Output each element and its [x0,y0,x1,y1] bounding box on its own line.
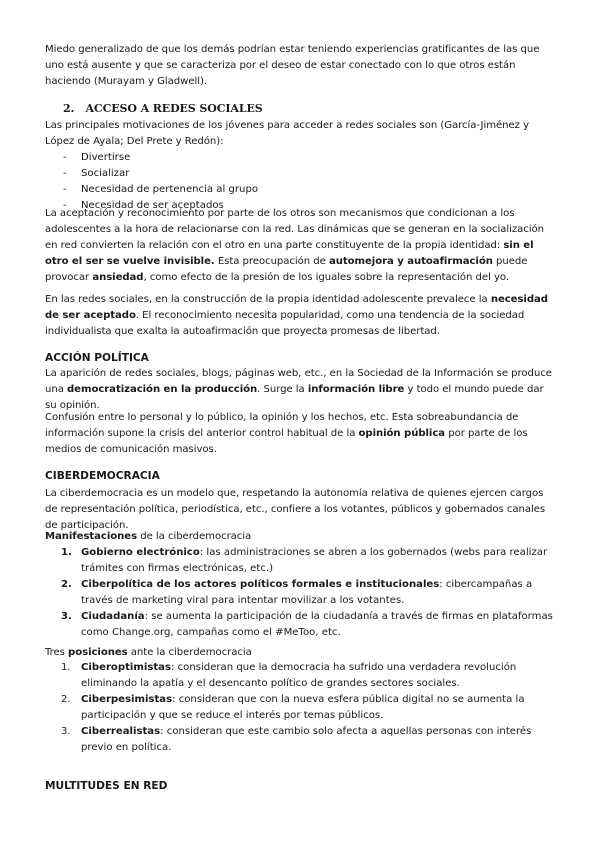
accion-paragraph-1: La aparición de redes sociales, blogs, páginas web, etc., en la Sociedad de la Información se produce una democratización en la producción. Surge la información libre y todo el mundo puede dar su opinión. [45,368,552,411]
list-item: - Necesidad de ser aceptados [45,198,258,214]
motivations-list [45,150,258,214]
posiciones-label: Tres posiciones ante la ciberdemocracia [45,647,252,658]
accion-paragraph-2: Confusión entre lo personal y lo público, la opinión y los hechos, etc. Esta sobreabundancia de información supone la crisis del anterior control habitual de la opinión pública por parte de los medios de comunicación masivos. [45,412,528,455]
section-lead: Las principales motivaciones de los jóvenes para acceder a redes sociales son (García-Jiménez y López de Ayala; Del Prete y Redón): [45,120,530,147]
intro-paragraph: Miedo generalizado de que los demás podrían estar teniendo experiencias gratificantes de las que uno está ausente y que se caracteriza por el deseo de estar conectado con lo que otros están haciendo (Murayam y Gladwell). [45,44,540,87]
identity-paragraph: En las redes sociales, en la construcción de la propia identidad adolescente prevalece la necesidad de ser aceptado. El reconocimiento necesita popularidad, como una tendencia de la sociedad individualista que exalta la autoafirmación que proyecta promesas de libertad. [45,294,548,337]
list-item: 3. Ciberrealistas: consideran que este cambio solo afecta a aquellas personas con interés previo en política. [61,725,532,753]
manifestaciones-list [45,545,555,640]
list-item: 3. Ciudadanía: se aumenta la participación de la ciudadanía a través de firmas en plataformas como Change.org, campañas como el #MeToo, etc. [61,610,553,638]
list-item: 2. Ciberpesimistas: consideran que con la nueva esfera pública digital no se aumenta la participación y que se reduce el interés por temas públicos. [61,693,525,721]
posiciones-list [45,660,555,755]
ciber-paragraph: La ciberdemocracia es un modelo que, respetando la autonomía relativa de quienes ejercen cargos de representación política, periodística, etc., confiere a los votantes, públicos y gobernados canales de participación. [45,488,546,531]
heading-accion-politica: ACCIÓN POLÍTICA [45,352,149,364]
list-item: - Socializar [45,166,258,182]
list-item: 1. Gobierno electrónico: las administraciones se abren a los gobernados (webs para realizar trámites con firmas electrónicas, etc.) [61,547,548,574]
list-item: - Necesidad de pertenencia al grupo [45,182,258,198]
list-item: - Divertirse [45,150,258,166]
heading-ciberdemocracia: CIBERDEMOCRACIA [45,470,160,482]
acceptance-paragraph: La aceptación y reconocimiento por parte de los otros son mecanismos que condicionan a los adolescentes a la hora de relacionarse con la red. Las dinámicas que se generan en la socialización en red convierten la relación con el otro en una parte constituyente de la propia identidad: sin el otro el ser se vuelve invisible. Esta preocupación de automejora y autoafirmación puede provocar ansiedad, como efecto de la presión de los iguales sobre la representación del yo. [45,208,544,283]
section-title: ACCESO A REDES SOCIALES [85,102,263,115]
manifestaciones-label: Manifestaciones de la ciberdemocracia [45,531,252,542]
heading-multitudes-en-red: MULTITUDES EN RED [45,780,168,792]
list-item: 1. Ciberoptimistas: consideran que la democracia ha sufrido una verdadera revolución eliminando la apatía y el desencanto político de grandes sectores sociales. [61,662,517,689]
list-item: 2. Ciberpolítica de los actores políticos formales e institucionales: cibercampañas a través de marketing viral para intentar movilizar a los votantes. [61,578,533,606]
section-heading-acceso [63,102,263,115]
section-number: 2. [63,102,75,115]
